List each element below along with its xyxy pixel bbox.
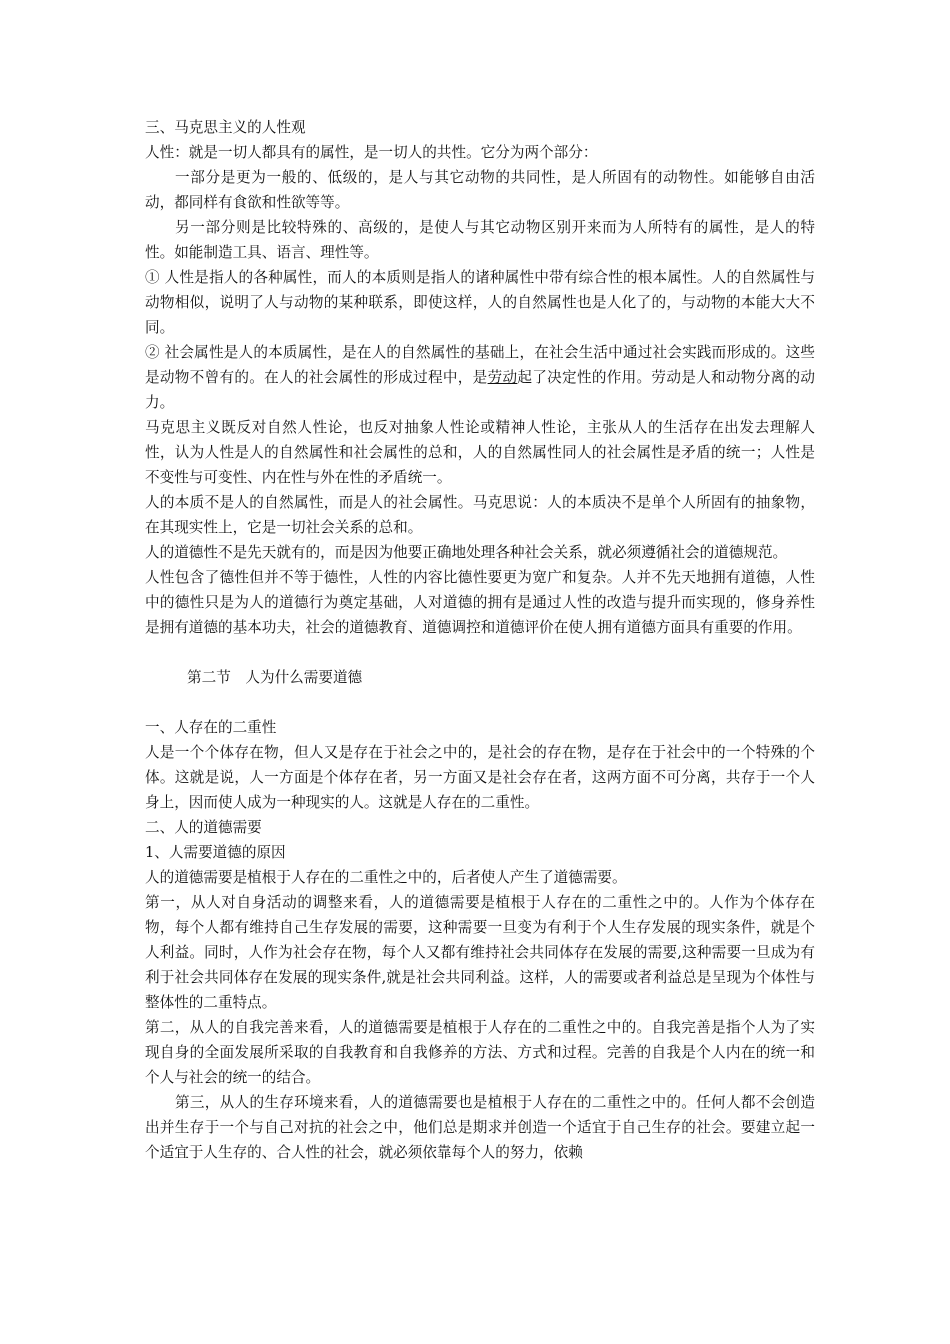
paragraph: 人是一个个体存在物，但人又是存在于社会之中的，是社会的存在物，是存在于社会中的一个特殊的个体。这就是说，人一方面是个体存在者，另一方面又是社会存在者，这两方面不可分离，共存于一个人身上，因而使人成为一种现实的人。这就是人存在的二重性。	[145, 744, 815, 811]
text-run: 起了决定性的作用。劳动是人和动物分离的动力。	[145, 369, 815, 411]
paragraph: 第三，从人的生存环境来看，人的道德需要也是植根于人存在的二重性之中的。任何人都不会创造出并生存于一个与自己对抗的社会之中，他们总是期求并创造一个适宜于自己生存的社会。要建立起一个适宜于人生存的、合人性的社会，就必须依靠每个人的努力，依赖	[145, 1094, 815, 1161]
paragraph: 人性：就是一切人都具有的属性，是一切人的共性。它分为两个部分：	[145, 144, 598, 161]
spacer	[145, 640, 815, 665]
text-run: ② 社会属性是人的本质属性，是在人的自然属性的基础上，在社会生活中通过社会实践而形成的。这些是动物不曾有的。在人的社会属性的形成过程中，是	[145, 344, 815, 386]
paragraph: 第一，从人对自身活动的调整来看，人的道德需要是植根于人存在的二重性之中的。人作为个体存在物，每个人都有维持自己生存发展的需要，这种需要一旦变为有利于个人生存发展的现实条件，就是个人利益。同时，人作为社会存在物，每个人又都有维持社会共同体存在发展的需要,这种需要一旦成为有利于社会共同体存在发展的现实条件,就是社会共同利益。这样，人的需要或者利益总是呈现为个体性与整体性的二重特点。	[145, 894, 815, 1011]
paragraph: 第二，从人的自我完善来看，人的道德需要是植根于人存在的二重性之中的。自我完善是指个人为了实现自身的全面发展所采取的自我教育和自我修养的方法、方式和过程。完善的自我是个人内在的统一和个人与社会的统一的结合。	[145, 1019, 815, 1086]
subsection-heading: 1、人需要道德的原因	[145, 844, 286, 861]
paragraph: 人的道德性不是先天就有的，而是因为他要正确地处理各种社会关系，就必须遵循社会的道德规范。	[145, 544, 788, 561]
section-heading: 一、人存在的二重性	[145, 719, 277, 736]
paragraph: 马克思主义既反对自然人性论，也反对抽象人性论或精神人性论，主张从人的生活存在出发去理解人性，认为人性是人的自然属性和社会属性的总和，人的自然属性同人的社会属性是矛盾的统一；人性是不变性与可变性、内在性与外在性的矛盾统一。	[145, 419, 815, 486]
paragraph: 人的道德需要是植根于人存在的二重性之中的，后者使人产生了道德需要。	[145, 869, 627, 886]
paragraph: 人性包含了德性但并不等于德性，人性的内容比德性要更为宽广和复杂。人并不先天地拥有道德，人性中的德性只是为人的道德行为奠定基础，人对道德的拥有是通过人性的改造与提升而实现的，修身养性是拥有道德的基本功夫，社会的道德教育、道德调控和道德评价在使人拥有道德方面具有重要的作用。	[145, 569, 815, 636]
paragraph: 人的本质不是人的自然属性，而是人的社会属性。马克思说：人的本质决不是单个人所固有的抽象物，在其现实性上，它是一切社会关系的总和。	[145, 494, 815, 536]
paragraph: ① 人性是指人的各种属性，而人的本质则是指人的诸种属性中带有综合性的根本属性。人的自然属性与动物相似，说明了人与动物的某种联系，即使这样，人的自然属性也是人化了的，与动物的本能大大不同。	[145, 269, 815, 336]
paragraph: 另一部分则是比较特殊的、高级的，是使人与其它动物区别开来而为人所特有的属性，是人的特性。如能制造工具、语言、理性等。	[145, 219, 815, 261]
paragraph: 一部分是更为一般的、低级的，是人与其它动物的共同性，是人所固有的动物性。如能够自由活动，都同样有食欲和性欲等等。	[145, 169, 815, 211]
section-heading: 二、人的道德需要	[145, 819, 262, 836]
section-title: 第二节 人为什么需要道德	[187, 669, 363, 686]
spacer	[145, 690, 815, 715]
section-heading: 三、马克思主义的人性观	[145, 119, 306, 136]
underlined-text: 劳动	[487, 369, 518, 386]
paragraph	[145, 340, 815, 415]
